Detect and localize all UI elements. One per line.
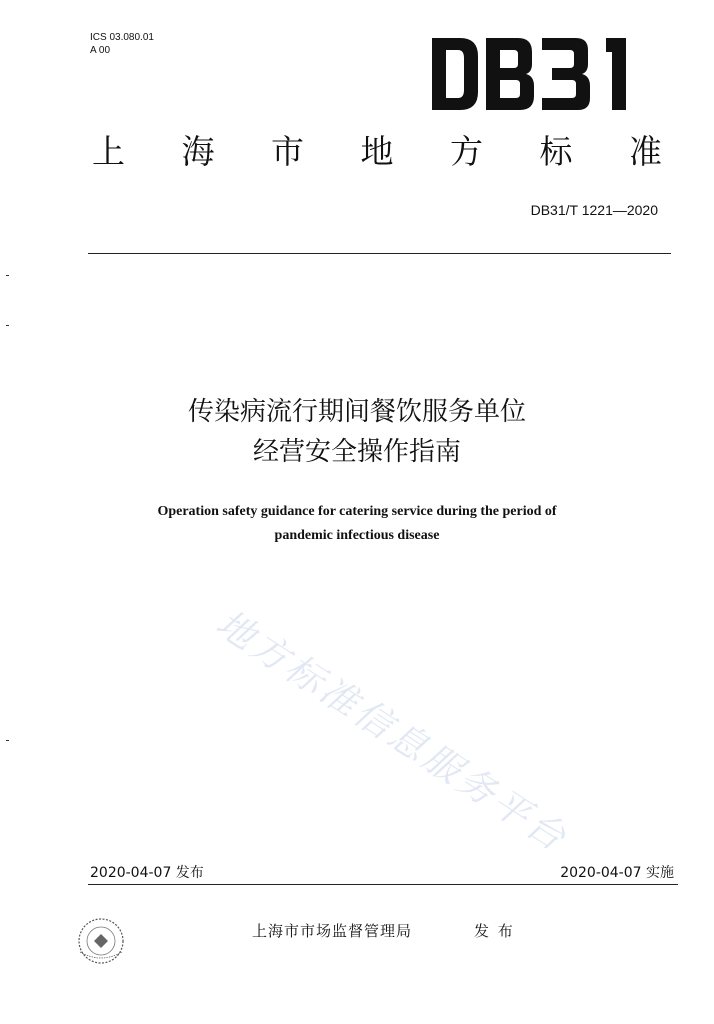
standard-type-char: 海 <box>181 132 215 171</box>
standard-type-char: 地 <box>360 132 394 171</box>
chinese-title-line1: 传染病流行期间餐饮服务单位 <box>187 397 526 427</box>
top-divider <box>88 253 671 254</box>
scan-mark <box>6 275 9 276</box>
chinese-title-line2: 经营安全操作指南 <box>252 437 461 467</box>
english-title-line2: pandemic infectious disease <box>274 528 440 543</box>
db31-logo <box>430 36 636 112</box>
standard-type-char: 准 <box>629 132 662 171</box>
class-code: A 00 <box>90 45 111 56</box>
standard-number: DB31/T 1221—2020 <box>530 202 658 218</box>
scan-mark <box>6 325 9 326</box>
publish-label: 发 布 <box>474 922 515 940</box>
issue-date: 2020-04-07 发布 <box>90 865 204 881</box>
watermark: 地方标准信息服务平台 <box>208 601 576 861</box>
standard-type-char: 市 <box>271 132 304 171</box>
implementation-date: 2020-04-07 实施 <box>560 865 674 881</box>
bottom-divider <box>88 884 678 885</box>
ics-code: ICS 03.080.01 <box>90 32 154 43</box>
ics-classification <box>90 31 154 57</box>
seal-stamp-icon <box>70 916 132 966</box>
english-title <box>0 500 714 548</box>
standard-type <box>92 132 662 172</box>
english-title-line1: Operation safety guidance for catering service during the period of <box>157 504 557 519</box>
issuing-authority: 上海市市场监督管理局 <box>252 922 413 940</box>
scan-mark <box>6 740 9 741</box>
standard-type-char: 上 <box>92 132 125 171</box>
chinese-title <box>0 392 714 472</box>
standard-type-char: 标 <box>539 132 573 171</box>
standard-type-char: 方 <box>450 132 483 171</box>
